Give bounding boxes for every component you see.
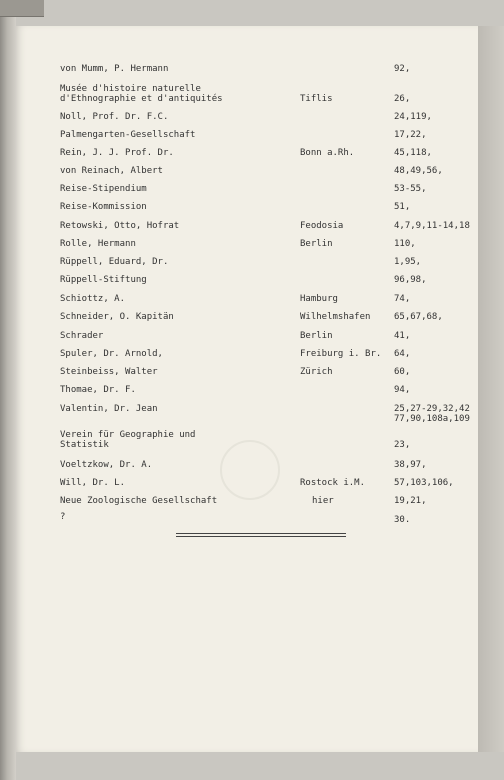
entry-pages: 60, xyxy=(394,367,411,377)
entry-name: Rüppell, Eduard, Dr. xyxy=(60,257,169,267)
entry-name: Rein, J. J. Prof. Dr. xyxy=(60,148,174,158)
entry-pages: 17,22, xyxy=(394,130,427,140)
entry-pages: 25,27-29,32,42 xyxy=(394,404,470,414)
entry-name: Noll, Prof. Dr. F.C. xyxy=(60,112,169,122)
entry-name: Steinbeiss, Walter xyxy=(60,367,158,377)
entry-name: Reise-Stipendium xyxy=(60,184,147,194)
entry-pages: 94, xyxy=(394,385,411,395)
entry-place: Freiburg i. Br. xyxy=(300,349,382,359)
entry-pages: 23, xyxy=(394,440,411,450)
entry-pages: 92, xyxy=(394,64,411,74)
entry-name: von Mumm, P. Hermann xyxy=(60,64,169,74)
entry-pages: 4,7,9,11-14,18 xyxy=(394,221,470,231)
entry-name: Rolle, Hermann xyxy=(60,239,136,249)
end-rule-second xyxy=(176,536,346,537)
entry-name-cont: Statistik xyxy=(60,440,109,450)
entry-name: Palmengarten-Gesellschaft xyxy=(60,130,196,140)
entry-pages: 53-55, xyxy=(394,184,427,194)
entry-pages: 30. xyxy=(394,515,411,525)
entry-name: Verein für Geographie und xyxy=(60,430,196,440)
entry-pages: 51, xyxy=(394,202,411,212)
page-edge xyxy=(478,26,504,752)
entry-name-cont: d'Ethnographie et d'antiquités xyxy=(60,94,223,104)
entry-place: Wilhelmshafen xyxy=(300,312,371,322)
entry-name: von Reinach, Albert xyxy=(60,166,163,176)
entry-name: Neue Zoologische Gesellschaft xyxy=(60,496,218,506)
entry-name: Reise-Kommission xyxy=(60,202,147,212)
binder-edge xyxy=(0,0,16,780)
entry-name: Will, Dr. L. xyxy=(60,478,126,488)
entry-name: Rüppell-Stiftung xyxy=(60,275,147,285)
entry-place: Zürich xyxy=(300,367,333,377)
entry-place: Hamburg xyxy=(300,294,338,304)
entry-pages-cont: 77,90,108a,109 xyxy=(394,414,470,424)
entry-pages: 57,103,106, xyxy=(394,478,454,488)
entry-pages: 96,98, xyxy=(394,275,427,285)
entry-name: Thomae, Dr. F. xyxy=(60,385,136,395)
entry-name: Retowski, Otto, Hofrat xyxy=(60,221,180,231)
entry-place: Rostock i.M. xyxy=(300,478,366,488)
entry-place: hier xyxy=(312,496,334,506)
entry-pages: 48,49,56, xyxy=(394,166,443,176)
entry-name: Valentin, Dr. Jean xyxy=(60,404,158,414)
entry-name: Musée d'histoire naturelle xyxy=(60,84,201,94)
entry-pages: 19,21, xyxy=(394,496,427,506)
entry-pages: 110, xyxy=(394,239,416,249)
entry-place: Berlin xyxy=(300,331,333,341)
entry-place: Bonn a.Rh. xyxy=(300,148,355,158)
entry-place: Berlin xyxy=(300,239,333,249)
entry-name: Schrader xyxy=(60,331,104,341)
entry-name: Schneider, O. Kapitän xyxy=(60,312,174,322)
binder-tab xyxy=(0,0,44,17)
end-rule xyxy=(176,533,346,534)
entry-pages: 26, xyxy=(394,94,411,104)
entry-name: Spuler, Dr. Arnold, xyxy=(60,349,163,359)
entry-name: Schiottz, A. xyxy=(60,294,126,304)
entry-name: Voeltzkow, Dr. A. xyxy=(60,460,153,470)
entry-pages: 74, xyxy=(394,294,411,304)
entry-pages: 38,97, xyxy=(394,460,427,470)
entry-pages: 65,67,68, xyxy=(394,312,443,322)
entry-pages: 45,118, xyxy=(394,148,432,158)
entry-place: Tiflis xyxy=(300,94,333,104)
entry-place: Feodosia xyxy=(300,221,344,231)
entry-pages: 41, xyxy=(394,331,411,341)
entry-pages: 1,95, xyxy=(394,257,422,267)
entry-pages: 24,119, xyxy=(394,112,432,122)
watermark-emblem xyxy=(220,440,280,500)
entry-pages: 64, xyxy=(394,349,411,359)
entry-name: ? xyxy=(60,512,66,522)
